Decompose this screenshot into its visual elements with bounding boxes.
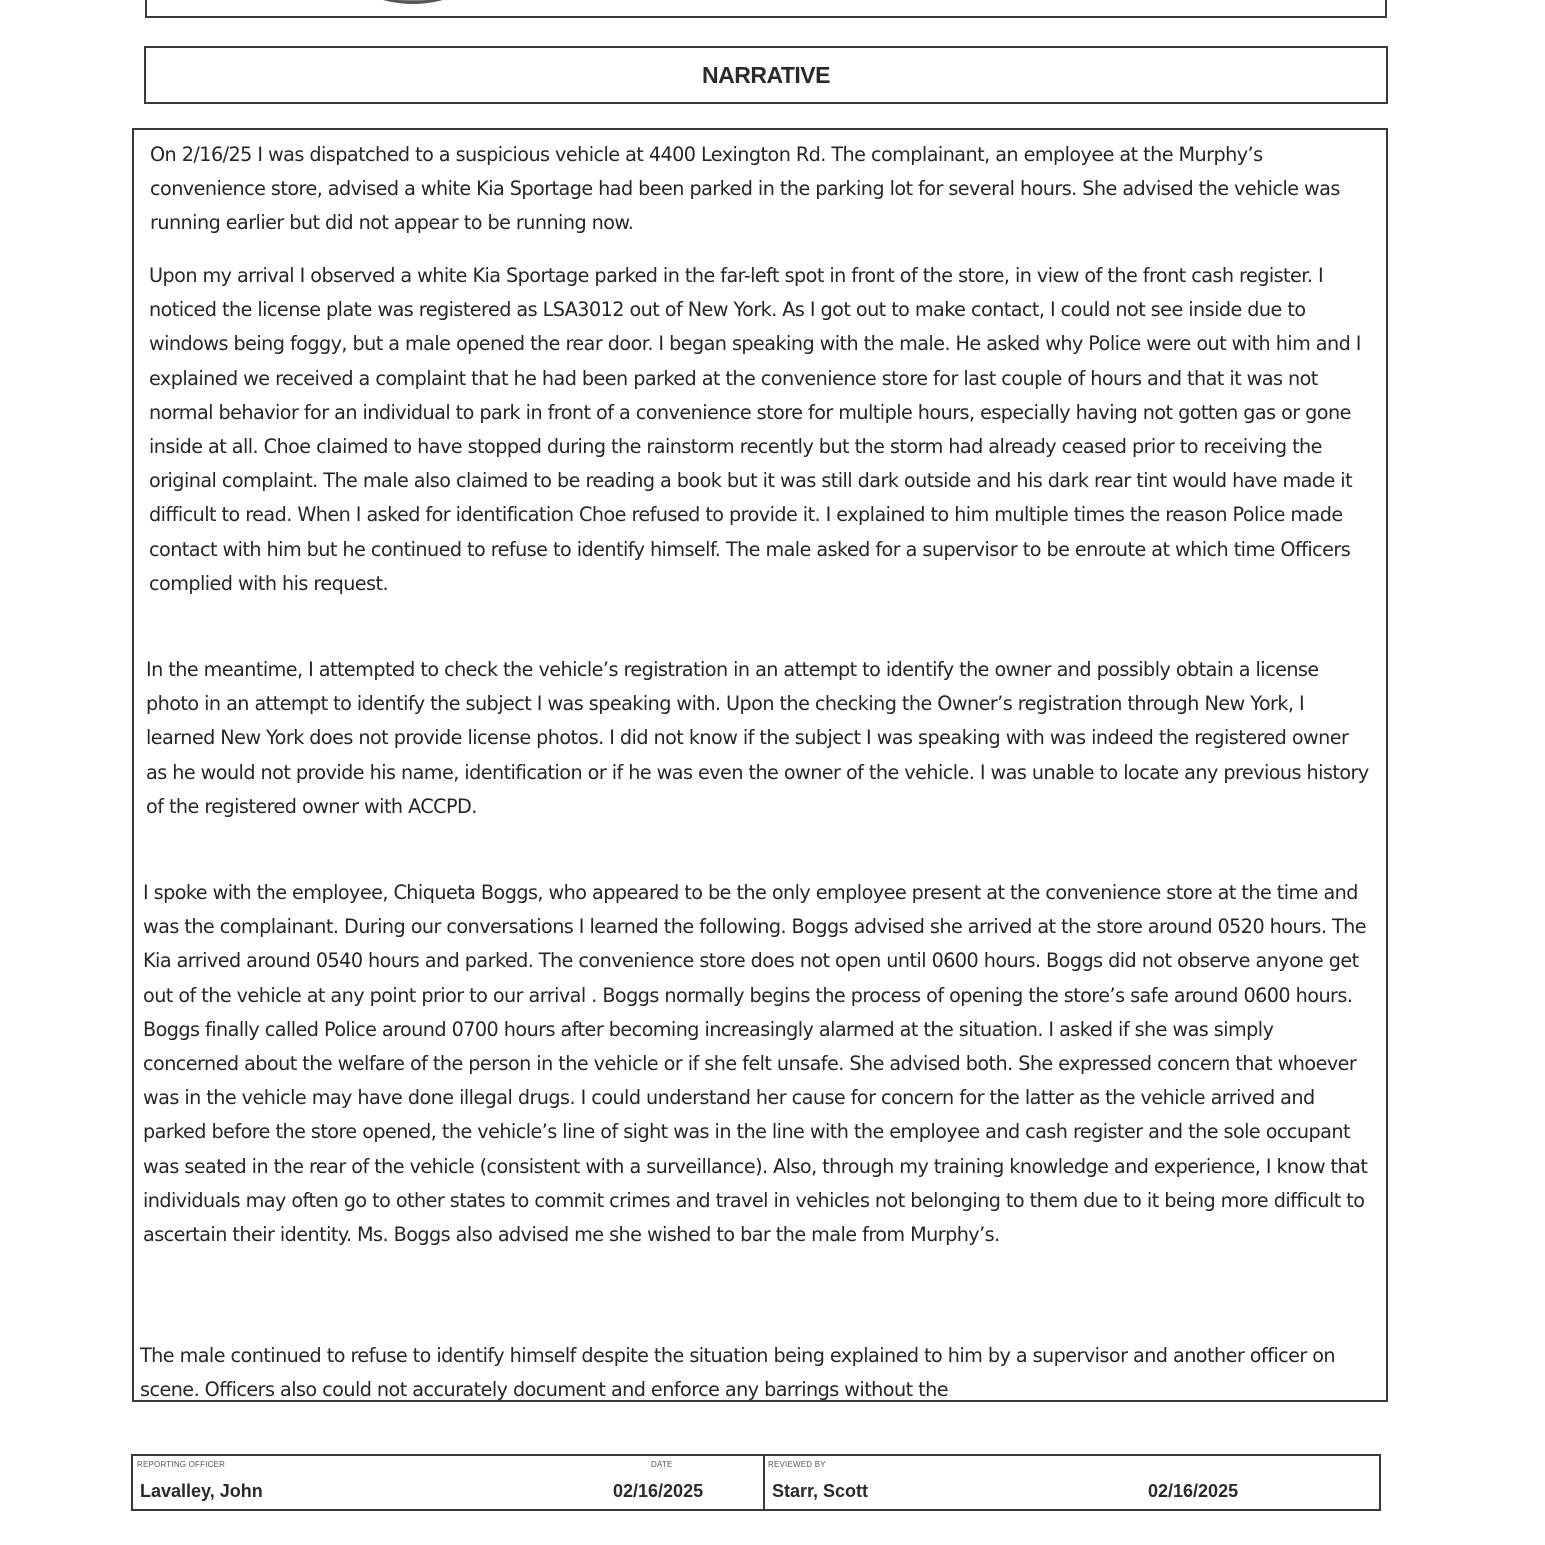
department-seal [359,0,467,4]
narrative-body [132,128,1388,1402]
narrative-paragraph-1: On 2/16/25 I was dispatched to a suspicious vehicle at 4400 Lexington Rd. The complainant, an employee at the Murphy’s convenience store, advised a white Kia Sportage had been parked in the parking lot for several hours. She advised the vehicle was running earlier but did not appear to be running now. [150,143,1340,235]
date-label: DATE [651,1460,673,1469]
narrative-paragraph-4: I spoke with the employee, Chiqueta Boggs, who appeared to be the only employee present at the convenience store at the time and was the complainant. During our conversations I learned the following. Boggs advised she arrived at the store around 0520 hours. The Kia arrived around 0540 hours and parked. The convenience store does not open until 0600 hours. Boggs did not observe anyone get out of the vehicle at any point prior to our arrival . Boggs normally begins the process of opening the store’s safe around 0600 hours. Boggs finally called Police around 0700 hours after becoming increasingly alarmed at the situation. I asked if she was simply concerned about the welfare of the person in the vehicle or if she felt unsafe. She advised both. She expressed concern that whoever was in the vehicle may have done illegal drugs. I could understand her cause for concern for the latter as the vehicle arrived and parked before the store opened, the vehicle’s line of sight was in the line with the employee and cash register and the sole occupant was seated in the rear of the vehicle (consistent with a surveillance). Also, through my training knowledge and experience, I know that individuals may often go to other states to commit crimes and travel in vehicles not belonging to them due to it being more difficult to ascertain their identity. Ms. Boggs also advised me she wished to bar the male from Murphy’s. [143,881,1368,1247]
narrative-title: NARRATIVE [702,61,830,88]
header-box [145,0,1387,18]
reporting-officer-label: REPORTING OFFICER [137,1460,226,1469]
report-date: 02/16/2025 [613,1481,704,1501]
footer-divider [763,1456,765,1509]
reporting-officer-name: Lavalley, John [140,1481,263,1501]
reviewer-name: Starr, Scott [772,1481,869,1501]
signature-footer [131,1454,1381,1511]
narrative-paragraph-5: The male continued to refuse to identify himself despite the situation being explained to him by a supervisor and another officer on scene. Officers also could not accurately document and enforce any barrings without the [140,1344,1336,1402]
narrative-header [144,46,1388,104]
review-date: 02/16/2025 [1148,1481,1239,1501]
narrative-paragraph-2: Upon my arrival I observed a white Kia Sportage parked in the far-left spot in front of the store, in view of the front cash register. I noticed the license plate was registered as LSA3012 out of New York. As I got out to make contact, I could not see inside due to windows being foggy, but a male opened the rear door. I began speaking with the male. He asked why Police were out with him and I explained we received a complaint that he had been parked at the convenience store for last couple of hours and that it was not normal behavior for an individual to park in front of a convenience store for multiple hours, especially having not gotten gas or gone inside at all. Choe claimed to have stopped during the rainstorm recently but the storm had already ceased prior to receiving the original complaint. The male also claimed to be reading a book but it was still dark outside and his dark rear tint would have made it difficult to read. When I asked for identification Choe refused to provide it. I explained to him multiple times the reason Police made contact with him but he continued to refuse to identify himself. The male asked for a supervisor to be enroute at which time Officers complied with his request. [149,264,1361,595]
reviewed-by-label: REVIEWED BY [768,1460,826,1469]
narrative-paragraph-3: In the meantime, I attempted to check the vehicle’s registration in an attempt to identify the owner and possibly obtain a license photo in an attempt to identify the subject I was speaking with. Upon the checking the Owner’s registration through New York, I learned New York does not provide license photos. I did not know if the subject I was speaking with was indeed the registered owner as he would not provide his name, identification or if he was even the owner of the vehicle. I was unable to locate any previous history of the registered owner with ACCPD. [146,658,1369,818]
